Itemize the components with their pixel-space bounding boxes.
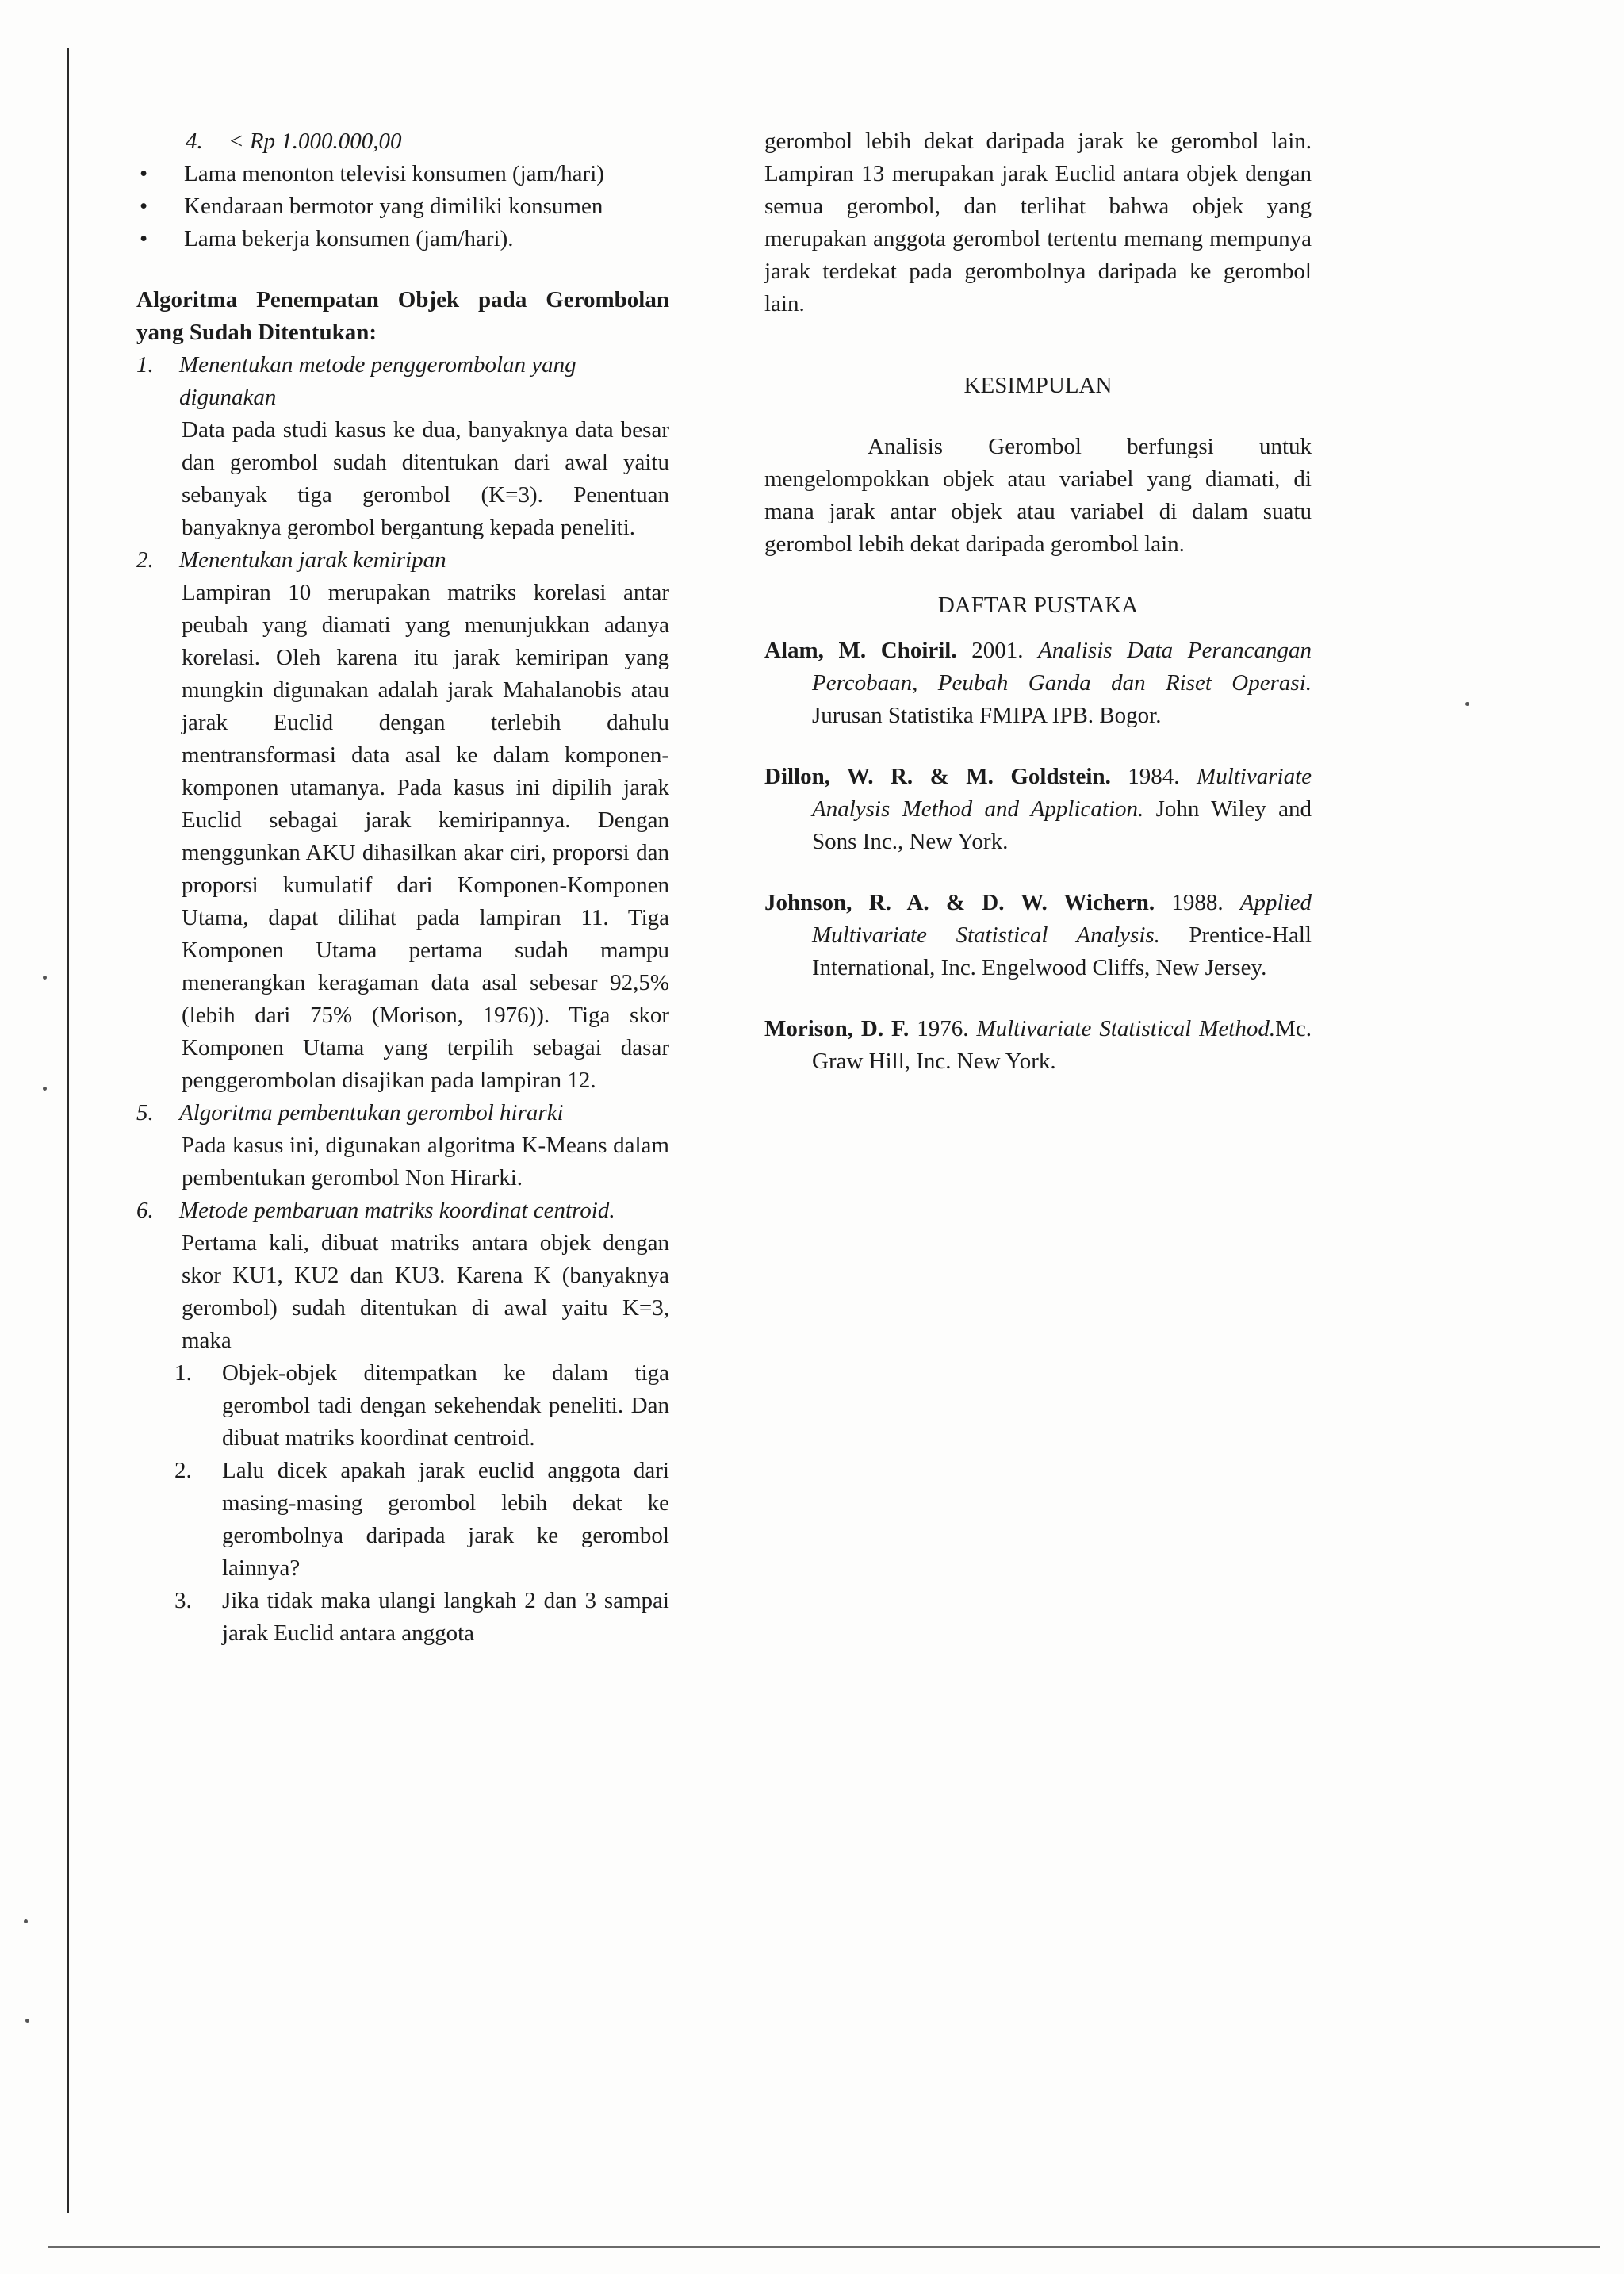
step-1: 1. Menentukan metode penggerombolan yang digunakan bbox=[136, 352, 576, 410]
step-6: 6. Metode pembaruan matriks koordinat centroid. bbox=[136, 1198, 615, 1223]
conclusion-heading: KESIMPULAN bbox=[963, 373, 1113, 398]
reference-entry: Morison, D. F. 1976. Multivariate Statistical Method.Mc. Graw Hill, Inc. New York. bbox=[764, 1016, 1312, 1074]
step-6-body: Pertama kali, dibuat matriks antara objek dengan skor KU1, KU2 dan KU3. Karena K (banyaknya gerombol) sudah ditentukan di awal yaitu K=3, maka bbox=[182, 1230, 669, 1353]
scan-speck bbox=[1465, 702, 1469, 706]
continuation-paragraph: gerombol lebih dekat daripada jarak ke gerombol lain. Lampiran 13 merupakan jarak Euclid antara objek dengan semua gerombol, dan terlihat bahwa objek yang merupakan anggota gerombol tertentu memang mempunya jarak terdekat pada gerombolnya daripada ke gerombol lain. bbox=[764, 128, 1312, 316]
scan-speck bbox=[25, 2019, 29, 2023]
step-2-body: Lampiran 10 merupakan matriks korelasi antar peubah yang diamati yang menunjukkan adanya korelasi. Oleh karena itu jarak kemiripan yang mungkin digunakan adalah jarak Mahalanobis atau jarak Euclid dengan terlebih dahulu mentransformasi data asal ke dalam komponen-komponen utamanya. Pada kasus ini dipilih jarak Euclid sebagai jarak kemiripannya. Dengan menggunkan AKU dihasilkan akar ciri, proporsi dan proporsi kumulatif dari Komponen-Komponen Utama, dapat dilihat pada lampiran 11. Tiga Komponen Utama pertama sudah mampu menerangkan keragaman data asal sebesar 92,5% (lebih dari 75% (Morison, 1976)). Tiga skor Komponen Utama yang terpilih sebagai dasar penggerombolan disajikan pada lampiran 12. bbox=[182, 580, 669, 1093]
step-1-body: Data pada studi kasus ke dua, banyaknya data besar dan gerombol sudah ditentukan dari awal yaitu sebanyak tiga gerombol (K=3). Penentuan banyaknya gerombol bergantung kepada peneliti. bbox=[182, 417, 669, 540]
scan-speck bbox=[43, 976, 47, 980]
bullet-item: • Kendaraan bermotor yang dimiliki konsumen bbox=[140, 194, 603, 219]
algorithm-heading: Algoritma Penempatan Objek pada Gerombolan yang Sudah Ditentukan: bbox=[136, 287, 669, 345]
substep-2: 2. Lalu dicek apakah jarak euclid anggota dari masing-masing gerombol lebih dekat ke gerombolnya daripada jarak ke gerombol lainnya? bbox=[174, 1458, 669, 1581]
substep-1: 1. Objek-objek ditempatkan ke dalam tiga gerombol tadi dengan sekehendak peneliti. Dan dibuat matriks koordinat centroid. bbox=[174, 1360, 669, 1451]
left-column bbox=[136, 125, 669, 1650]
scan-speck bbox=[43, 1087, 47, 1091]
bullet-item: • Lama menonton televisi konsumen (jam/hari) bbox=[140, 161, 604, 186]
bullet-item: • Lama bekerja konsumen (jam/hari). bbox=[140, 226, 514, 251]
step-2: 2. Menentukan jarak kemiripan bbox=[136, 547, 446, 573]
references-heading: DAFTAR PUSTAKA bbox=[937, 592, 1139, 618]
scan-speck bbox=[24, 1919, 28, 1923]
reference-entry: Alam, M. Choiril. 2001. Analisis Data Perancangan Percobaan, Peubah Ganda dan Riset Operasi. Jurusan Statistika FMIPA IPB. Bogor. bbox=[764, 638, 1312, 728]
step-5: 5. Algoritma pembentukan gerombol hirarki bbox=[136, 1100, 564, 1125]
reference-entry: Johnson, R. A. & D. W. Wichern. 1988. Applied Multivariate Statistical Analysis. Prentice-Hall International, Inc. Engelwood Cliffs, New Jersey. bbox=[764, 890, 1312, 980]
step-5-body: Pada kasus ini, digunakan algoritma K-Means dalam pembentukan gerombol Non Hirarki. bbox=[182, 1133, 669, 1191]
substep-3: 3. Jika tidak maka ulangi langkah 2 dan 3 sampai jarak Euclid antara anggota bbox=[174, 1588, 669, 1646]
right-column bbox=[764, 125, 1312, 1078]
scan-margin-line bbox=[67, 48, 69, 2213]
income-item-4: 4. < Rp 1.000.000,00 bbox=[186, 128, 402, 154]
scan-bottom-line bbox=[48, 2246, 1600, 2248]
conclusion-paragraph: Analisis Gerombol berfungsi untuk mengelompokkan objek atau variabel yang diamati, di mana jarak antar objek atau variabel di dalam suatu gerombol lebih dekat daripada gerombol lain. bbox=[764, 434, 1312, 557]
reference-entry: Dillon, W. R. & M. Goldstein. 1984. Multivariate Analysis Method and Application. John Wiley and Sons Inc., New York. bbox=[764, 764, 1312, 854]
